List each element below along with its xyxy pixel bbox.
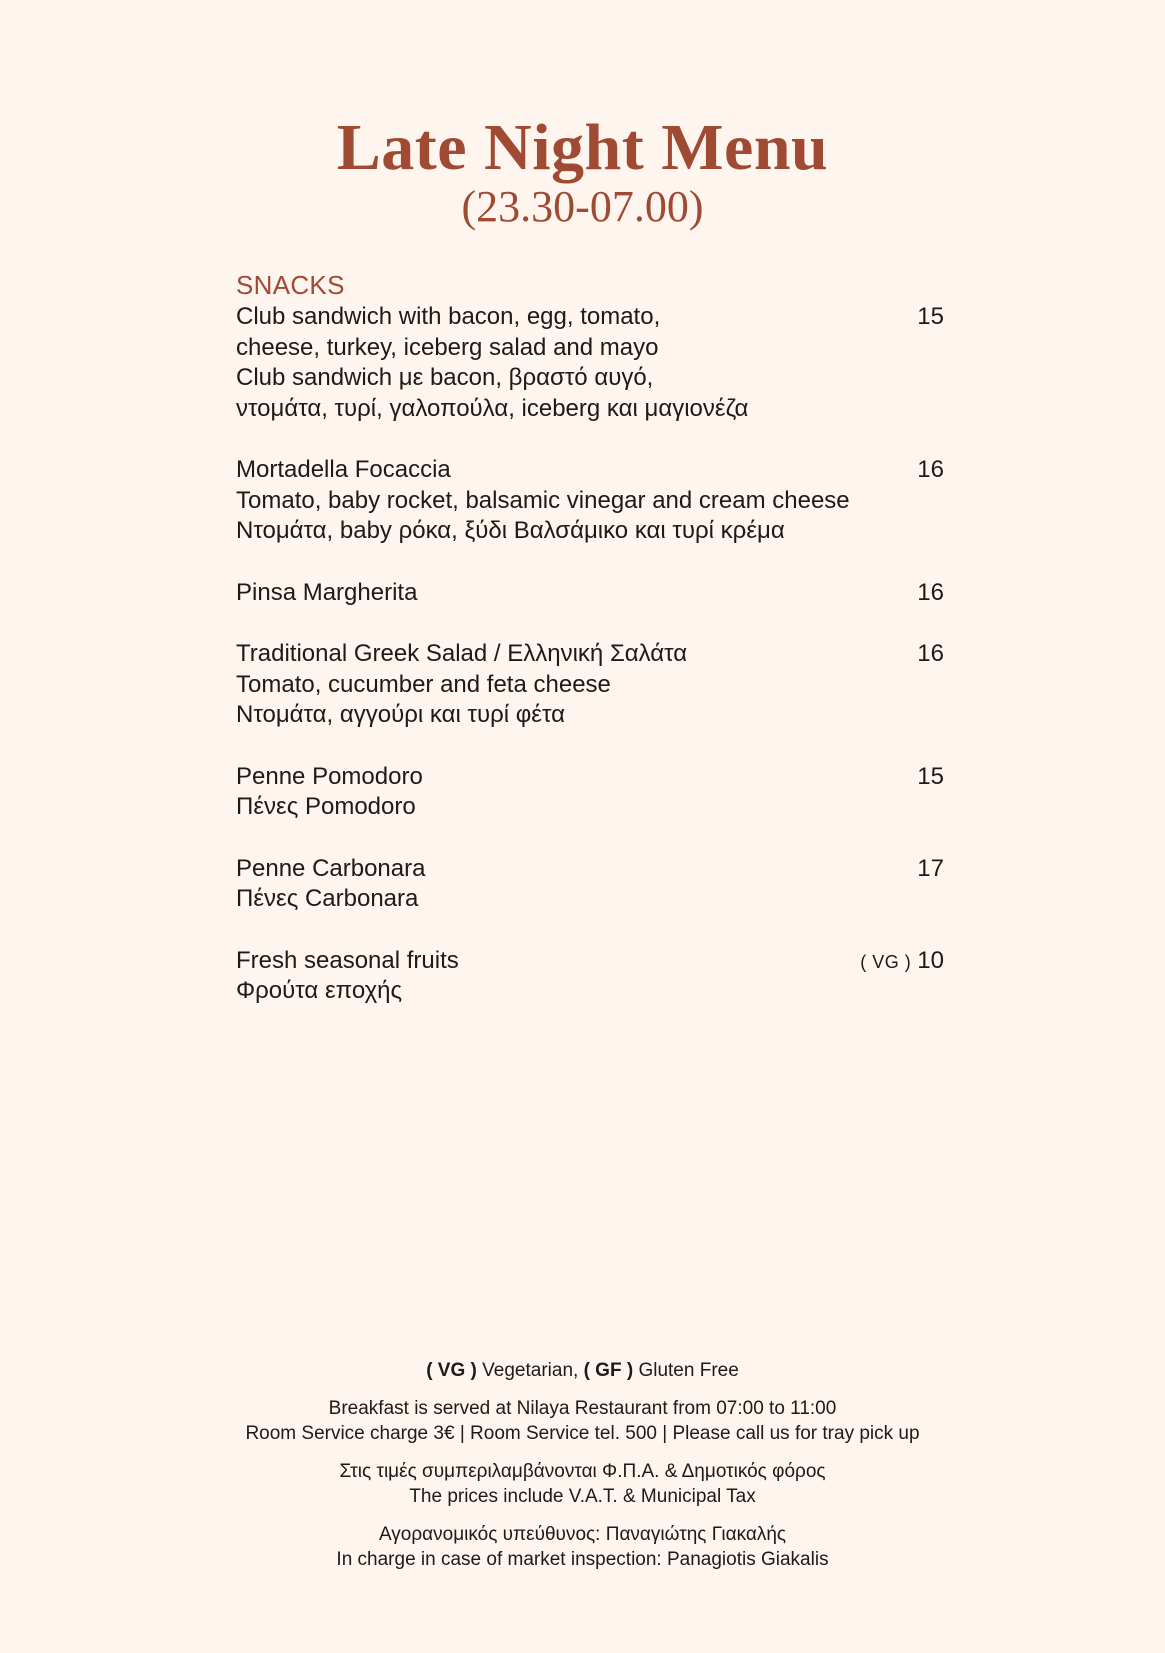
service-info [0, 1396, 1165, 1446]
item-line: Ντομάτα, baby ρόκα, ξύδι Βαλσάμικο και τυρί κρέμα [236, 517, 785, 544]
vegetarian-badge: ( VG ) [860, 951, 912, 972]
inspector-info-english: In charge in case of market inspection: Panagiotis Giakalis [336, 1549, 829, 1570]
item-line: Πένες Pomodoro [236, 793, 416, 820]
item-price: 10 [917, 946, 944, 974]
breakfast-info: Breakfast is served at Nilaya Restaurant from 07:00 to 11:00 [328, 1398, 837, 1419]
tax-info-english: The prices include V.A.T. & Municipal Tax [409, 1486, 756, 1507]
inspector-info [0, 1522, 1165, 1572]
menu-item-club-sandwich [236, 302, 944, 424]
menu-item-penne-carbonara [236, 854, 944, 915]
menu-title: Late Night Menu [336, 111, 829, 184]
item-line: Penne Carbonara [236, 854, 426, 882]
item-line: Penne Pomodoro [236, 762, 423, 790]
section-title: SNACKS [236, 270, 345, 300]
item-line: Tomato, baby rocket, balsamic vinegar and cream cheese [236, 486, 850, 514]
tax-info [0, 1459, 1165, 1509]
item-line: Φρούτα εποχής [236, 977, 403, 1004]
item-line: cheese, turkey, iceberg salad and mayo [236, 333, 659, 361]
item-price: 15 [917, 303, 944, 330]
item-price: 16 [917, 578, 944, 606]
item-line: Ντομάτα, αγγούρι και τυρί φέτα [236, 701, 565, 728]
menu-item-fresh-fruits [236, 946, 944, 1007]
item-line: Pinsa Margherita [236, 578, 418, 606]
legend-vg-code: ( VG ) [426, 1360, 477, 1381]
legend-vg-text: Vegetarian, [476, 1360, 584, 1381]
menu-item-pinsa-margherita [236, 578, 944, 609]
menu-section [236, 268, 944, 1038]
item-price: 16 [917, 456, 944, 483]
menu-hours: (23.30-07.00) [461, 182, 704, 231]
item-line: Traditional Greek Salad / Ελληνική Σαλάτα [236, 640, 688, 667]
item-price-wrapper [860, 946, 944, 978]
item-line: Πένες Carbonara [236, 885, 419, 912]
menu-item-mortadella-focaccia [236, 455, 944, 547]
item-line: ντομάτα, τυρί, γαλοπούλα, iceberg και μαγιονέζα [236, 394, 749, 422]
item-line: Club sandwich with bacon, egg, tomato, [236, 303, 661, 330]
room-service-info: Room Service charge 3€ | Room Service tel. 500 | Please call us for tray pick up [245, 1423, 920, 1444]
legend-gf-text: Gluten Free [633, 1360, 739, 1381]
menu-item-greek-salad [236, 639, 944, 731]
item-price: 17 [917, 854, 944, 882]
inspector-info-greek: Αγορανομικός υπεύθυνος: Παναγιώτης Γιακαλής [378, 1524, 787, 1545]
item-line: Mortadella Focaccia [236, 456, 451, 483]
legend-gf-code: ( GF ) [583, 1360, 634, 1381]
menu-footer [0, 1358, 1165, 1585]
tax-info-greek: Στις τιμές συμπεριλαμβάνονται Φ.Π.Α. & Δημοτικός φόρος [339, 1461, 826, 1482]
dietary-legend [0, 1358, 1165, 1383]
item-line: Tomato, cucumber and feta cheese [236, 670, 611, 698]
item-price: 16 [917, 640, 944, 667]
menu-header [0, 108, 1165, 232]
menu-item-penne-pomodoro [236, 762, 944, 823]
item-line: Fresh seasonal fruits [236, 946, 459, 974]
item-line: Club sandwich με bacon, βραστό αυγό, [236, 364, 654, 391]
item-price: 15 [917, 762, 944, 790]
